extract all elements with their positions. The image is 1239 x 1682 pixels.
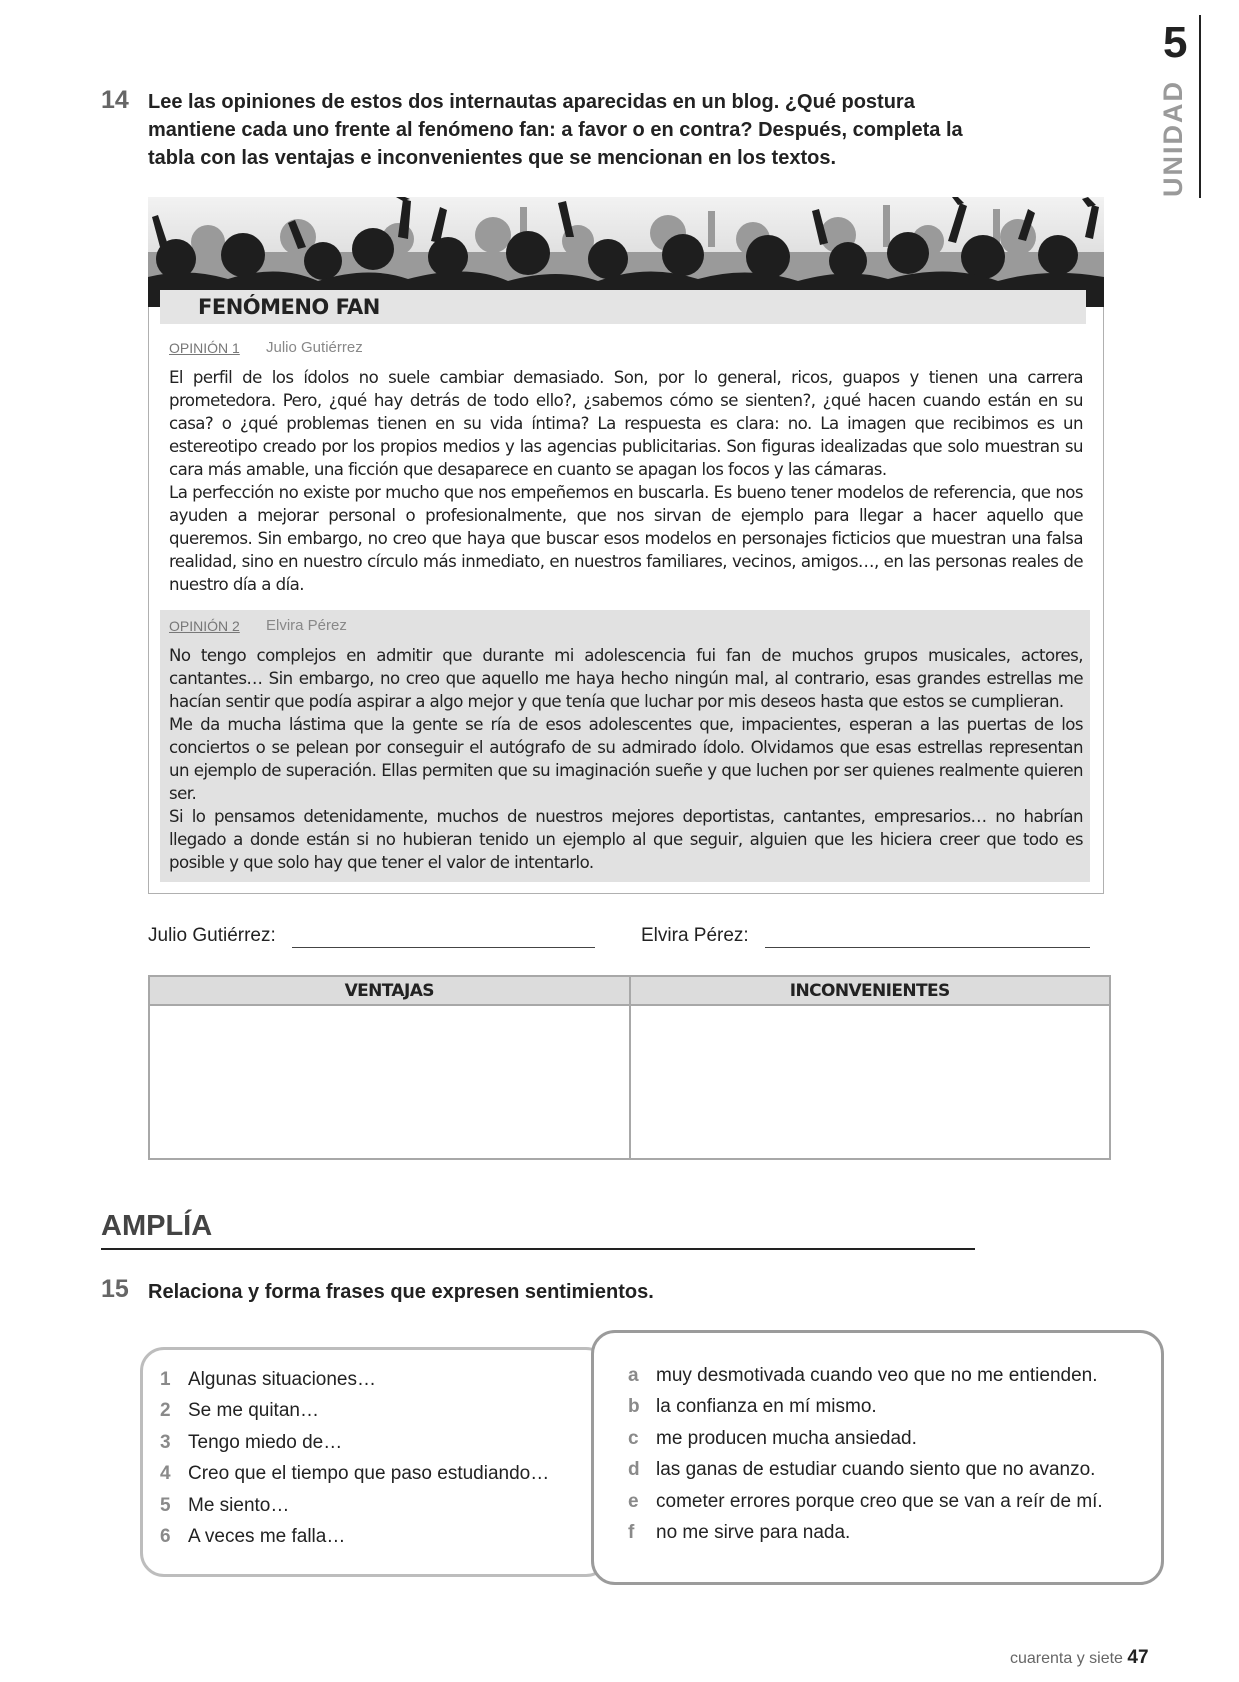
opinion-1-label: OPINIÓN 1 xyxy=(169,340,240,356)
opinion-2-text xyxy=(169,644,1083,874)
list-item xyxy=(628,1459,1103,1490)
list-item xyxy=(160,1463,549,1494)
page-number: 47 xyxy=(1127,1647,1149,1668)
inconvenientes-answer-cell[interactable] xyxy=(630,1005,1111,1159)
item-text: Creo que el tiempo que paso estudiando… xyxy=(188,1463,550,1485)
item-text: la confianza en mí mismo. xyxy=(656,1396,877,1418)
item-text: A veces me falla… xyxy=(188,1525,346,1547)
opinion-1-paragraph: La perfección no existe por mucho que nos empeñemos en buscarla. Es bueno tener modelos de referencia, que nos ayuden a mejorar personal o profesionalmente, que nos sirvan de ejemplo para llegar a hacer aquello que queremos. Sin embargo, no creo que haya que buscar esos modelos en personajes ficticios que muestran una falsa realidad, sino en nuestro círculo más inmediato, en nuestros familiares, vecinos, amigos…, en las personas reales de nuestro día a día. xyxy=(169,483,1083,594)
list-item xyxy=(628,1522,1103,1553)
item-number: 5 xyxy=(160,1494,171,1516)
list-item xyxy=(628,1428,1103,1459)
list-item xyxy=(628,1365,1103,1396)
item-letter: b xyxy=(628,1396,640,1418)
exercise-14-instruction: Lee las opiniones de estos dos internautas aparecidas en un blog. ¿Qué postura mantiene cada uno frente al fenómeno fan: a favor o en contra? Después, completa la tabla con las ventajas e inconvenientes que se mencionan en los textos. xyxy=(148,91,963,169)
article-heading: FENÓMENO FAN xyxy=(198,295,380,319)
opinion-1-text xyxy=(169,366,1083,596)
unit-number: 5 xyxy=(1163,18,1188,67)
table-header-inconvenientes: INCONVENIENTES xyxy=(630,976,1111,1005)
item-letter: d xyxy=(628,1459,640,1481)
sentence-starts-list xyxy=(160,1369,549,1557)
item-text: cometer errores porque creo que se van a reír de mí. xyxy=(656,1490,1103,1512)
page-number-words: cuarenta y siete xyxy=(1010,1650,1123,1667)
ventajas-answer-cell[interactable] xyxy=(149,1005,630,1159)
opinion-2-paragraph: Si lo pensamos detenidamente, muchos de nuestros mejores deportistas, cantantes, empresarios… no habrían llegado a donde están si no hubieran tenido un ejemplo al que seguir, alguien que les hiciera creer que todo es posible y que solo hay que tener el valor de intentarlo. xyxy=(169,807,1083,872)
unit-label: UNIDAD xyxy=(1158,80,1188,197)
list-item xyxy=(160,1400,549,1431)
item-letter: e xyxy=(628,1490,639,1512)
pros-cons-table xyxy=(148,975,1111,1160)
exercise-15-number: 15 xyxy=(101,1275,129,1303)
opinion-2-paragraph: No tengo complejos en admitir que durante mi adolescencia fui fan de muchos grupos musicales, actores, cantantes… Sin embargo, no creo que aquello me haya hecho ningún mal, al contrario, esas grandes estrellas me hacían sentir que podía aspirar a algo mejor y que tenía que luchar por mis deseos hasta que estos se cumplieran. xyxy=(169,646,1083,711)
julio-answer-line[interactable] xyxy=(292,947,595,948)
item-text: Tengo miedo de… xyxy=(188,1431,343,1453)
item-text: Se me quitan… xyxy=(188,1400,319,1422)
item-number: 2 xyxy=(160,1400,171,1422)
item-text: muy desmotivada cuando veo que no me entienden. xyxy=(656,1365,1098,1386)
list-item xyxy=(160,1369,549,1400)
list-item xyxy=(628,1491,1103,1522)
elvira-answer-label: Elvira Pérez: xyxy=(641,925,749,946)
item-letter: a xyxy=(628,1365,639,1386)
opinion-2-paragraph: Me da mucha lástima que la gente se ría de esos adolescentes que, impacientes, esperan a las puertas de los conciertos o se pelean por conseguir el autógrafo de su admirado ídolo. Olvidamos que esas estrellas representan un ejemplo de superación. Ellas permiten que su imaginación sueñe y que luchen por ser quienes realmente quieren ser. xyxy=(169,715,1083,803)
item-text: Algunas situaciones… xyxy=(188,1369,376,1390)
exercise-15-instruction: Relaciona y forma frases que expresen sentimientos. xyxy=(148,1281,654,1303)
section-rule xyxy=(101,1248,975,1250)
opinion-2-author: Elvira Pérez xyxy=(266,617,347,634)
item-number: 3 xyxy=(160,1431,171,1453)
section-title: AMPLÍA xyxy=(101,1210,213,1242)
page-footer xyxy=(1010,1647,1149,1669)
list-item xyxy=(160,1495,549,1526)
list-item xyxy=(160,1526,549,1557)
list-item xyxy=(628,1396,1103,1427)
exercise-14-number: 14 xyxy=(101,86,129,114)
list-item xyxy=(160,1432,549,1463)
sentence-endings-list xyxy=(628,1365,1103,1553)
table-header-ventajas: VENTAJAS xyxy=(149,976,630,1005)
item-letter: f xyxy=(628,1521,635,1543)
item-text: Me siento… xyxy=(188,1494,290,1516)
opinion-1-paragraph: El perfil de los ídolos no suele cambiar demasiado. Son, por lo general, ricos, guapos y tienen una carrera prometedora. Pero, ¿qué hay detrás de todo ello?, ¿sabemos cómo se sienten?, ¿qué hacen cuando están en su casa? o ¿qué problemas tienen en su vida íntima? La respuesta es clara: no. La imagen que recibimos es un estereotipo creado por los propios medios y las agencias publicitarias. Son figuras idealizadas que solo muestran su cara más amable, una ficción que desaparece en cuanto se apagan los focos y las cámaras. xyxy=(169,368,1083,479)
opinion-2-label: OPINIÓN 2 xyxy=(169,618,240,634)
item-text: no me sirve para nada. xyxy=(656,1521,851,1543)
item-number: 6 xyxy=(160,1525,171,1547)
elvira-answer-line[interactable] xyxy=(765,947,1090,948)
item-number: 1 xyxy=(160,1369,171,1390)
item-text: las ganas de estudiar cuando siento que no avanzo. xyxy=(656,1459,1096,1481)
item-number: 4 xyxy=(160,1463,171,1485)
opinion-1-author: Julio Gutiérrez xyxy=(266,339,363,356)
julio-answer-label: Julio Gutiérrez: xyxy=(148,925,276,946)
item-letter: c xyxy=(628,1427,639,1449)
unit-divider xyxy=(1199,15,1201,198)
item-text: me producen mucha ansiedad. xyxy=(656,1427,917,1449)
